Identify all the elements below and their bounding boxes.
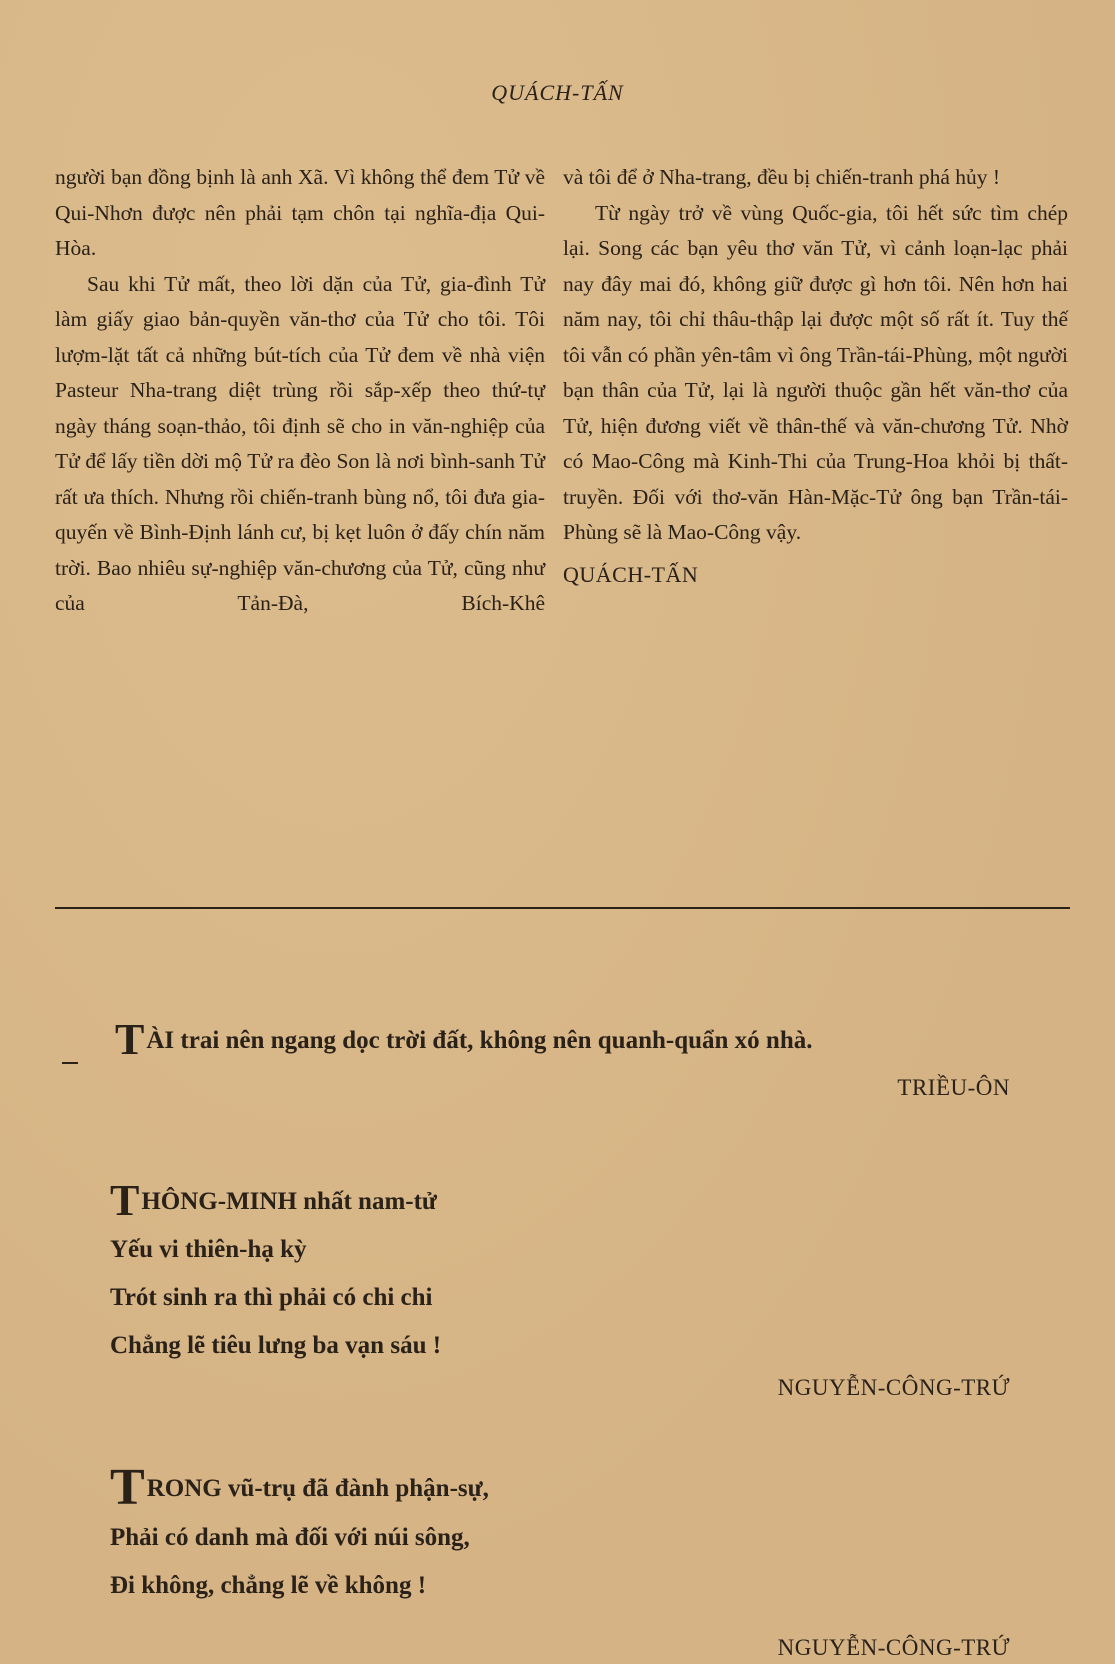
poem-line: Yếu vi thiên-hạ kỳ: [110, 1236, 307, 1263]
signature: QUÁCH-TẤN: [563, 561, 699, 587]
quote-text: ÀI trai nên ngang dọc trời đất, không nên quanh-quẩn xó nhà.: [146, 1027, 813, 1054]
drop-cap: T: [110, 1176, 140, 1225]
poem-line: THÔNG-MINH nhất nam-tử: [110, 1176, 437, 1225]
drop-cap: T: [110, 1459, 145, 1516]
quote-trieu-on: [115, 1015, 1055, 1064]
drop-cap: T: [115, 1015, 145, 1064]
divider-rule: [55, 907, 1070, 909]
paragraph: và tôi để ở Nha-trang, đều bị chiến-tranh phá hủy !: [563, 165, 1001, 189]
poem-trong-vu-tru: [110, 1459, 489, 1610]
author-nguyen-cong-tru: NGUYỄN-CÔNG-TRỨ: [777, 1635, 1010, 1660]
poem-line: Đi không, chẳng lẽ về không !: [110, 1572, 427, 1599]
dash-mark: [62, 1062, 78, 1064]
poem-thong-minh: [110, 1178, 441, 1370]
running-header: QUÁCH-TẤN: [491, 80, 624, 105]
paragraph: người bạn đồng bịnh là anh Xã. Vì không thể đem Tử về Qui-Nhơn được nên phải tạm chôn tại nghĩa-địa Qui-Hòa.: [55, 165, 545, 260]
paragraph: Từ ngày trở về vùng Quốc-gia, tôi hết sức tìm chép lại. Song các bạn yêu thơ văn Tử, vì cảnh loạn-lạc phải nay đây mai đó, không giữ được gì hơn tôi. Nên hơn hai năm nay, tôi chỉ thâu-thập lại được một số rất ít. Tuy thế tôi vẫn có phần yên-tâm vì ông Trần-tái-Phùng, một người bạn thân của Tử, lại là người thuộc gần hết văn-thơ của Tử, hiện đương viết về thân-thế và văn-chương Tử. Nhờ có Mao-Công mà Kinh-Thi của Trung-Hoa khỏi bị thất-truyền. Đối với thơ-văn Hàn-Mặc-Tử ông bạn Trần-tái-Phùng sẽ là Mao-Công vậy.: [563, 200, 1068, 544]
left-column: [55, 160, 545, 622]
poem-line: Chẳng lẽ tiêu lưng ba vạn sáu !: [110, 1332, 442, 1359]
poem-line: TRONG vũ-trụ đã đành phận-sự,: [110, 1459, 489, 1516]
paragraph: Sau khi Tử mất, theo lời dặn của Tử, gia-đình Tử làm giấy giao bản-quyền văn-thơ của Tử cho tôi. Tôi lượm-lặt tất cả những bút-tích của Tử đem về nhà viện Pasteur Nha-trang diệt trùng rồi sắp-xếp theo thứ-tự ngày tháng soạn-thảo, tôi định sẽ cho in văn-nghiệp của Tử để lấy tiền dời mộ Tử ra đèo Son là nơi bình-sanh Tử rất ưa thích. Nhưng rồi chiến-tranh bùng nổ, tôi đưa gia-quyến về Bình-Định lánh cư, bị kẹt luôn ở đấy chín năm trời. Bao nhiêu sự-nghiệp văn-chương của Tử, cũng như của Tản-Đà, Bích-Khê: [55, 271, 545, 615]
author-trieu-on: TRIỀU-ÔN: [897, 1075, 1010, 1100]
poem-line: Trót sinh ra thì phải có chi chi: [110, 1284, 433, 1311]
poem-line: Phải có danh mà đối với núi sông,: [110, 1524, 470, 1551]
author-nguyen-cong-tru: NGUYỄN-CÔNG-TRỨ: [777, 1375, 1010, 1400]
right-column: [563, 160, 1068, 592]
